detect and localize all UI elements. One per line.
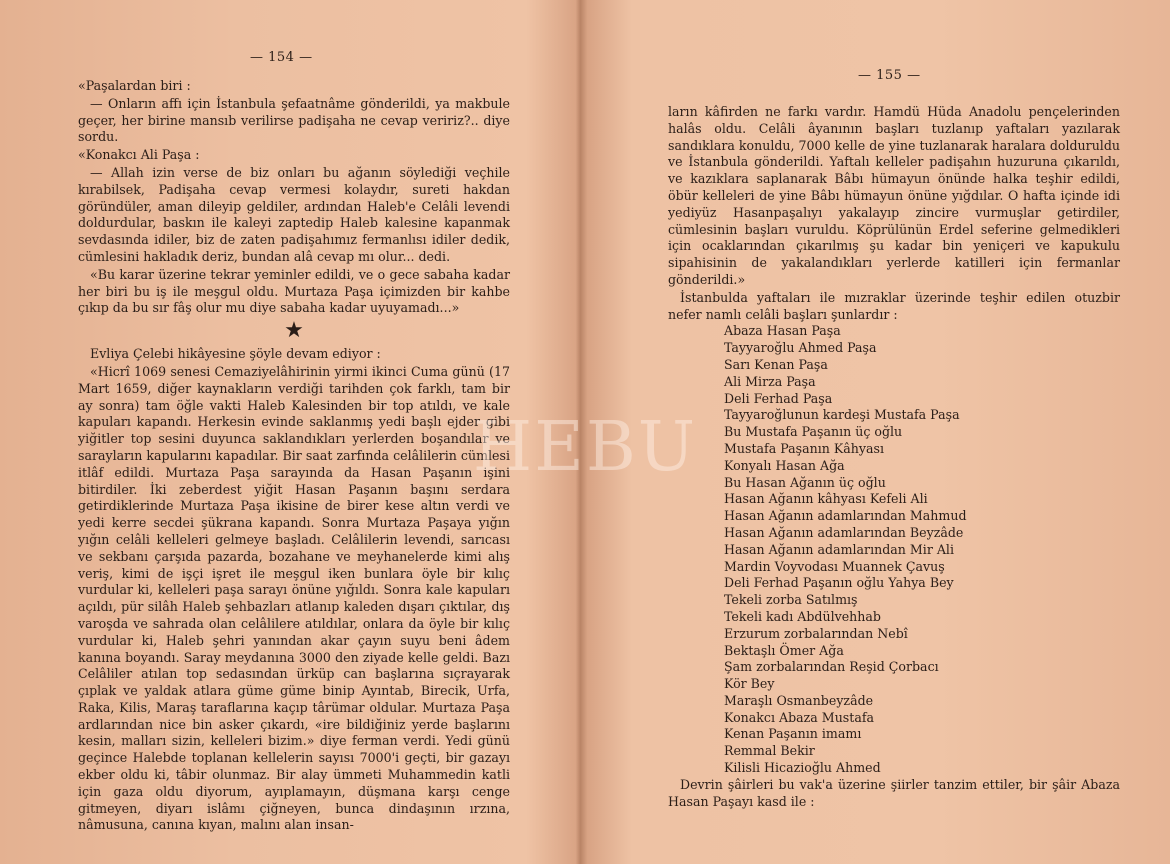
page-body (78, 78, 510, 834)
list-item: Bu Mustafa Paşanın üç oğlu (724, 424, 903, 440)
list-item: Abaza Hasan Paşa (724, 323, 841, 339)
list-item: Mustafa Paşanın Kâhyası (724, 440, 884, 456)
paragraph: «Hicrî 1069 senesi Cemaziyelâhirinin yirmi ikinci Cuma günü (17 Mart 1659, diğer kaynakların verdiği tarihden çok farklı, tam bir ay sonra) tam öğle vakti Haleb Kalesinden bir top atıldı, ve kale kapuları kapandı. Herkesin evinde saklanmış yedi başlı ejder gibi yiğitler top sesini duyunca saklandıkları yerlerden boşandılar ve sarayların kapularını kapadılar. Bir saat zarfında celâlilerin cümlesi itlâf edildi. Murtaza Paşa sarayında da Hasan Paşanın işini bitirdiler. İki zeberdest yiğit Hasan Paşanın başını serdara getirdiklerinde Murtaza Paşa ikisine de birer kese altın verdi ve yedi kerre secdei şükrana kapandı. Sonra Murtaza Paşaya yığın yığın celâli kelleleri gelmeye başladı. Celâlilerin levendi, sarıcası ve sekbanı çarşıda pazarda, bozahane ve meyhanelerde kimi alış veriş, kimi de işçi işret ile meşgul iken bunlara öyle bir kılıç vurdular ki, kelleleri paşa sarayı önüne yığıldı. Sonra kale kapuları açıldı, pür silâh Haleb şehbazları atlanıp kaleden dışarı çıktılar, dış varoşda ve sahrada olan celâlilere atıldılar, onlara da öyle bir kılıç vurdular ki, Haleb şehri yanından akar çayın suyu beni âdem kanına boyandı. Saray meydanına 3000 den ziyade kelle geldi. Bazı Celâliler atılan top sedasından ürküp can başlarına sıçrayarak çıplak ve yaldak atlara güme güme binip Ayıntab, Birecik, Urfa, Raka, Kilis, Maraş taraflarına kaçıp târümar oldular. Murtaza Paşa ardlarından nice bin asker çıkardı, «ire bildiğiniz yerde başlarını kesin, malları sizin, kelleleri bizim.» diye ferman verdi. Yedi günü geçince Halebde toplanan kellelerin sayısı 7000'i geçti, bir gazayı ekber oldu ki, tâbir olunmaz. Bir alay ümmeti Muhammedin katli için gaza oldu diyorum, ayıplamayın, düşmana karşı cenge gitmeyen, diyarı islâmı çiğneyen, bunca dindaşının ırzına, nâmusuna, canına kıyan, malını alan insan- (78, 363, 510, 833)
star-separator: ★ (284, 318, 304, 344)
paragraph: Devrin şâirleri bu vak'a üzerine şiirler tanzim ettiler, bir şâir Abaza Hasan Paşayı kasd ile : (668, 776, 1120, 809)
page-body (668, 104, 1120, 810)
name-list (668, 323, 1120, 777)
list-item: Kenan Paşanın imamı (724, 726, 862, 742)
list-item: Maraşlı Osmanbeyzâde (724, 692, 874, 708)
list-item: Kilisli Hicazioğlu Ahmed (724, 760, 881, 776)
list-item: Tayyaroğlunun kardeşi Mustafa Paşa (724, 407, 960, 423)
list-item: Sarı Kenan Paşa (724, 356, 828, 372)
list-item: Mardin Voyvodası Muannek Çavuş (724, 558, 945, 574)
list-item: Tayyaroğlu Ahmed Paşa (724, 340, 877, 356)
list-item: Ali Mirza Paşa (724, 373, 816, 389)
list-item: Deli Ferhad Paşa (724, 390, 833, 406)
list-item: Tekeli zorba Satılmış (724, 592, 858, 608)
paragraph: «Paşalardan biri : (78, 78, 191, 93)
list-item: Hasan Ağanın adamlarından Mahmud (724, 508, 967, 524)
list-item: Hasan Ağanın adamlarından Beyzâde (724, 524, 964, 540)
paragraph: — Allah izin verse de biz onları bu ağanın söylediği veçhile kırabilsek, Padişaha cevap vermesi kolaydır, sureti hakdan göründüler, aman dileyip geldiler, ardından Haleb'e Celâli levendi doldurdular, baskın ile kaleyi zaptedip Haleb kalesine kapanmak sevdasında idiler, biz de zaten padişahımız fermanlısı idiler dedik, cümlesini hakladık deriz, bundan alâ cevap mı olur... dedi. (78, 164, 510, 264)
list-item: Deli Ferhad Paşanın oğlu Yahya Bey (724, 575, 954, 591)
list-item: Remmal Bekir (724, 743, 815, 759)
paragraph: «Bu karar üzerine tekrar yeminler edildi, ve o gece sabaha kadar her biri bu iş ile meşgul oldu. Murtaza Paşa içimizden bir kahbe çıkıp da bu sır fâş olur mu diye sabaha kadar uyuyamadı...» (78, 266, 510, 316)
list-item: Konakcı Abaza Mustafa (724, 709, 875, 725)
page-number: — 155 — (858, 68, 921, 83)
list-item: Kör Bey (724, 676, 775, 692)
list-item: Tekeli kadı Abdülvehhab (724, 608, 881, 624)
list-item: Erzurum zorbalarından Nebî (724, 625, 908, 641)
list-item: Bu Hasan Ağanın üç oğlu (724, 474, 886, 490)
watermark: HEBU (472, 408, 698, 487)
list-item: Şam zorbalarından Reşid Çorbacı (724, 659, 939, 675)
paragraph: — Onların affı için İstanbula şefaatnâme gönderildi, ya makbule geçer, her birine mansıb verilirse padişaha ne cevap veririz?.. diye sordu. (78, 95, 510, 145)
paragraph: Evliya Çelebi hikâyesine şöyle devam ediyor : (90, 346, 381, 362)
paragraph: İstanbulda yaftaları ile mızraklar üzerinde teşhir edilen otuzbir nefer namlı celâli başları şunlardır : (668, 289, 1120, 322)
list-item: Konyalı Hasan Ağa (724, 457, 845, 473)
list-item: Hasan Ağanın adamlarından Mir Ali (724, 541, 954, 557)
list-item: Bektaşlı Ömer Ağa (724, 642, 844, 658)
list-item: Hasan Ağanın kâhyası Kefeli Ali (724, 491, 928, 507)
page-number: — 154 — (250, 50, 313, 65)
paragraph: ların kâfirden ne farkı vardır. Hamdü Hüda Anadolu pençelerinden halâs oldu. Celâli âyanının başları tuzlanıp yaftaları yazılarak sandıklara konuldu, 7000 kelle de yine tuzlanarak haralara dolduruldu ve İstanbula gönderildi. Yaftalı kelleler padişahın huzuruna çıkarıldı, ve kazıklara saplanarak Bâbı hümayun önünde halka teşhir edildi, öbür kelleleri de yine Bâbı hümayun önüne yığdılar. O hafta içinde idi yediyüz Hasanpaşalıyı yakalayıp zincire vurmuşlar getirdiler, cümlesinin başları vuruldu. Köprülünün Erdel seferine gelmedikleri için ocaklarından çıkarılmış şu kadar bin yeniçeri ve kapukulu sipahisinin de yakalandıkları yerlerde katilleri için fermanlar gönderildi.» (668, 104, 1120, 287)
paragraph: «Konakcı Ali Paşa : (78, 147, 200, 163)
